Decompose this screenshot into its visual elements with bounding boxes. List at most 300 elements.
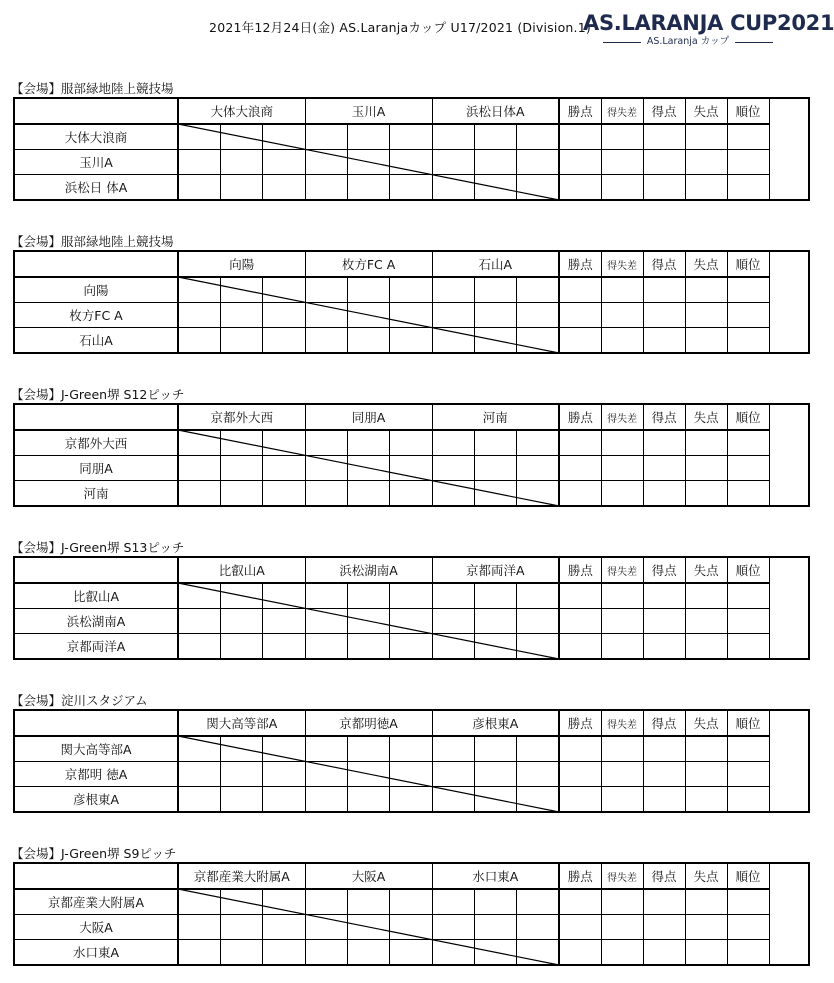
score-cell[interactable] [474, 150, 516, 175]
score-cell[interactable] [389, 124, 432, 150]
table-row [14, 456, 809, 481]
stat-cell[interactable] [601, 481, 643, 507]
table-row [14, 481, 809, 507]
stat-cell[interactable] [559, 150, 601, 175]
score-cell[interactable] [389, 634, 432, 660]
score-cell[interactable] [432, 277, 474, 303]
league-table [13, 862, 810, 966]
score-cell[interactable] [220, 787, 262, 813]
opponent-header: 石山A [432, 251, 559, 277]
score-cell[interactable] [262, 787, 305, 813]
stat-cell[interactable] [601, 277, 643, 303]
stat-cell[interactable] [643, 787, 685, 813]
score-cell[interactable] [389, 481, 432, 507]
score-cell[interactable] [474, 328, 516, 354]
score-cell[interactable] [262, 150, 305, 175]
score-cell[interactable] [262, 609, 305, 634]
logo-rule-right [735, 42, 773, 43]
score-cell[interactable] [474, 430, 516, 456]
stat-cell[interactable] [601, 736, 643, 762]
score-cell[interactable] [474, 303, 516, 328]
score-cell[interactable] [178, 430, 220, 456]
score-cell[interactable] [220, 481, 262, 507]
score-cell[interactable] [347, 430, 389, 456]
opponent-header: 水口東A [432, 863, 559, 889]
stat-cell[interactable] [601, 150, 643, 175]
score-cell[interactable] [262, 634, 305, 660]
stat-cell[interactable] [727, 456, 769, 481]
stat-cell[interactable] [727, 940, 769, 966]
wins-header: 勝点 [559, 404, 601, 430]
goals-for-header: 得点 [643, 557, 685, 583]
stat-cell[interactable] [559, 303, 601, 328]
score-cell[interactable] [220, 609, 262, 634]
stat-cell[interactable] [643, 634, 685, 660]
corner-cell [14, 863, 178, 889]
score-cell[interactable] [347, 762, 389, 787]
score-cell[interactable] [220, 150, 262, 175]
score-cell[interactable] [474, 787, 516, 813]
score-cell[interactable] [220, 736, 262, 762]
stat-cell[interactable] [685, 634, 727, 660]
score-cell[interactable] [347, 889, 389, 915]
score-cell[interactable] [262, 889, 305, 915]
score-cell[interactable] [178, 889, 220, 915]
stat-cell[interactable] [643, 583, 685, 609]
score-cell[interactable] [220, 889, 262, 915]
stat-cell[interactable] [685, 456, 727, 481]
score-cell[interactable] [178, 175, 220, 201]
goal-diff-header: 得失差 [601, 710, 643, 736]
stat-cell[interactable] [643, 762, 685, 787]
score-cell[interactable] [474, 736, 516, 762]
score-cell[interactable] [220, 762, 262, 787]
stat-cell[interactable] [727, 150, 769, 175]
score-cell[interactable] [305, 175, 347, 201]
score-cell[interactable] [262, 303, 305, 328]
corner-cell [14, 710, 178, 736]
stat-cell[interactable] [559, 762, 601, 787]
score-cell[interactable] [305, 456, 347, 481]
score-cell[interactable] [262, 124, 305, 150]
score-cell[interactable] [220, 430, 262, 456]
score-cell[interactable] [220, 634, 262, 660]
table-row [14, 430, 809, 456]
score-cell[interactable] [178, 915, 220, 940]
goals-for-header: 得点 [643, 98, 685, 124]
score-cell[interactable] [347, 634, 389, 660]
score-cell[interactable] [432, 328, 474, 354]
stat-cell[interactable] [601, 303, 643, 328]
stat-cell[interactable] [727, 915, 769, 940]
score-cell[interactable] [516, 609, 559, 634]
score-cell[interactable] [305, 583, 347, 609]
stat-cell[interactable] [727, 634, 769, 660]
score-cell[interactable] [347, 940, 389, 966]
stat-cell[interactable] [601, 328, 643, 354]
stat-cell[interactable] [643, 124, 685, 150]
goals-for-header: 得点 [643, 710, 685, 736]
score-cell[interactable] [516, 787, 559, 813]
wins-header: 勝点 [559, 98, 601, 124]
score-cell[interactable] [432, 940, 474, 966]
stat-cell[interactable] [559, 124, 601, 150]
score-cell[interactable] [516, 124, 559, 150]
score-cell[interactable] [220, 277, 262, 303]
score-cell[interactable] [516, 889, 559, 915]
score-cell[interactable] [220, 328, 262, 354]
score-cell[interactable] [474, 456, 516, 481]
score-cell[interactable] [516, 940, 559, 966]
stat-cell[interactable] [559, 277, 601, 303]
score-cell[interactable] [305, 430, 347, 456]
score-cell[interactable] [474, 175, 516, 201]
opponent-header: 彦根東A [432, 710, 559, 736]
score-cell[interactable] [389, 277, 432, 303]
score-cell[interactable] [389, 430, 432, 456]
stat-cell[interactable] [685, 762, 727, 787]
team-row-label: 浜松湖南A [14, 609, 178, 634]
table-row [14, 303, 809, 328]
stat-cell[interactable] [601, 609, 643, 634]
corner-cell [14, 557, 178, 583]
stat-cell[interactable] [559, 915, 601, 940]
score-cell[interactable] [305, 481, 347, 507]
table-row [14, 583, 809, 609]
score-cell[interactable] [389, 915, 432, 940]
rank-header: 順位 [727, 404, 769, 430]
score-cell[interactable] [262, 481, 305, 507]
stat-cell[interactable] [601, 787, 643, 813]
score-cell[interactable] [474, 634, 516, 660]
stat-cell[interactable] [685, 277, 727, 303]
score-cell[interactable] [305, 889, 347, 915]
stat-cell[interactable] [727, 609, 769, 634]
score-cell[interactable] [516, 634, 559, 660]
stat-cell[interactable] [643, 940, 685, 966]
score-cell[interactable] [432, 583, 474, 609]
table-header-row [14, 404, 809, 430]
score-cell[interactable] [178, 787, 220, 813]
score-cell[interactable] [389, 150, 432, 175]
score-cell[interactable] [305, 940, 347, 966]
stat-cell[interactable] [559, 583, 601, 609]
score-cell[interactable] [432, 430, 474, 456]
score-cell[interactable] [432, 736, 474, 762]
score-cell[interactable] [220, 940, 262, 966]
stat-cell[interactable] [685, 328, 727, 354]
stat-cell[interactable] [685, 889, 727, 915]
stat-cell[interactable] [601, 915, 643, 940]
rank-header: 順位 [727, 251, 769, 277]
score-cell[interactable] [178, 762, 220, 787]
stat-cell[interactable] [559, 940, 601, 966]
score-cell[interactable] [347, 456, 389, 481]
score-cell[interactable] [389, 303, 432, 328]
score-cell[interactable] [474, 481, 516, 507]
stat-cell[interactable] [643, 277, 685, 303]
score-cell[interactable] [262, 762, 305, 787]
score-cell[interactable] [389, 940, 432, 966]
score-cell[interactable] [432, 456, 474, 481]
score-cell[interactable] [305, 736, 347, 762]
opponent-header: 浜松湖南A [305, 557, 432, 583]
score-cell[interactable] [262, 736, 305, 762]
score-cell[interactable] [178, 456, 220, 481]
score-cell[interactable] [389, 175, 432, 201]
score-cell[interactable] [347, 736, 389, 762]
league-table [13, 403, 810, 507]
stat-cell[interactable] [559, 736, 601, 762]
score-cell[interactable] [347, 124, 389, 150]
score-cell[interactable] [347, 481, 389, 507]
stat-cell[interactable] [685, 150, 727, 175]
score-cell[interactable] [516, 277, 559, 303]
score-cell[interactable] [516, 762, 559, 787]
score-cell[interactable] [262, 277, 305, 303]
score-cell[interactable] [432, 303, 474, 328]
stat-cell[interactable] [643, 150, 685, 175]
score-cell[interactable] [178, 940, 220, 966]
score-cell[interactable] [432, 762, 474, 787]
score-cell[interactable] [305, 762, 347, 787]
stat-cell[interactable] [643, 430, 685, 456]
stat-cell[interactable] [685, 787, 727, 813]
stat-cell[interactable] [727, 124, 769, 150]
score-cell[interactable] [347, 303, 389, 328]
opponent-header: 関大高等部A [178, 710, 305, 736]
venue-label: 【会場】服部緑地陸上競技場 [11, 81, 174, 96]
stat-cell[interactable] [685, 609, 727, 634]
stat-cell[interactable] [727, 762, 769, 787]
score-cell[interactable] [305, 150, 347, 175]
stat-cell[interactable] [685, 175, 727, 201]
score-cell[interactable] [474, 940, 516, 966]
score-cell[interactable] [432, 915, 474, 940]
score-cell[interactable] [474, 762, 516, 787]
team-row-label: 京都明 徳A [14, 762, 178, 787]
score-cell[interactable] [178, 609, 220, 634]
stat-cell[interactable] [559, 328, 601, 354]
score-cell[interactable] [347, 328, 389, 354]
score-cell[interactable] [220, 124, 262, 150]
stat-cell[interactable] [643, 175, 685, 201]
score-cell[interactable] [178, 736, 220, 762]
score-cell[interactable] [305, 277, 347, 303]
score-cell[interactable] [516, 481, 559, 507]
score-cell[interactable] [389, 609, 432, 634]
score-cell[interactable] [262, 940, 305, 966]
score-cell[interactable] [432, 889, 474, 915]
stat-cell[interactable] [685, 583, 727, 609]
score-cell[interactable] [516, 583, 559, 609]
score-cell[interactable] [178, 634, 220, 660]
wins-header: 勝点 [559, 557, 601, 583]
stat-cell[interactable] [643, 328, 685, 354]
score-cell[interactable] [432, 175, 474, 201]
score-cell[interactable] [347, 277, 389, 303]
stat-cell[interactable] [643, 915, 685, 940]
stat-cell[interactable] [685, 430, 727, 456]
score-cell[interactable] [178, 481, 220, 507]
score-cell[interactable] [474, 915, 516, 940]
score-cell[interactable] [262, 175, 305, 201]
score-cell[interactable] [305, 787, 347, 813]
score-cell[interactable] [389, 736, 432, 762]
stat-cell[interactable] [643, 736, 685, 762]
corner-cell [14, 251, 178, 277]
score-cell[interactable] [347, 175, 389, 201]
stat-cell[interactable] [727, 481, 769, 507]
stat-cell[interactable] [559, 175, 601, 201]
stat-cell[interactable] [601, 634, 643, 660]
score-cell[interactable] [220, 915, 262, 940]
score-cell[interactable] [474, 583, 516, 609]
score-cell[interactable] [474, 124, 516, 150]
goals-against-header: 失点 [685, 710, 727, 736]
goal-diff-header: 得失差 [601, 404, 643, 430]
table-row [14, 277, 809, 303]
score-cell[interactable] [516, 328, 559, 354]
stat-cell[interactable] [643, 303, 685, 328]
venue-label: 【会場】淀川スタジアム [11, 693, 148, 708]
stat-cell[interactable] [559, 481, 601, 507]
logo-sub-text [583, 36, 793, 48]
stat-cell[interactable] [601, 940, 643, 966]
stat-cell[interactable] [685, 940, 727, 966]
score-cell[interactable] [178, 303, 220, 328]
stat-cell[interactable] [559, 456, 601, 481]
stat-cell[interactable] [601, 456, 643, 481]
score-cell[interactable] [347, 609, 389, 634]
score-cell[interactable] [305, 328, 347, 354]
score-cell[interactable] [220, 175, 262, 201]
stat-cell[interactable] [601, 762, 643, 787]
score-cell[interactable] [305, 915, 347, 940]
score-cell[interactable] [347, 150, 389, 175]
score-cell[interactable] [220, 303, 262, 328]
opponent-header: 大阪A [305, 863, 432, 889]
stat-cell[interactable] [643, 889, 685, 915]
rank-header: 順位 [727, 557, 769, 583]
stat-cell[interactable] [685, 481, 727, 507]
score-cell[interactable] [389, 787, 432, 813]
stat-cell[interactable] [685, 303, 727, 328]
stat-cell[interactable] [559, 889, 601, 915]
score-cell[interactable] [516, 430, 559, 456]
venue-label: 【会場】J-Green堺 S12ピッチ [11, 387, 185, 402]
table-row [14, 915, 809, 940]
score-cell[interactable] [516, 736, 559, 762]
stat-cell[interactable] [727, 175, 769, 201]
score-cell[interactable] [262, 915, 305, 940]
goals-against-header: 失点 [685, 251, 727, 277]
score-cell[interactable] [389, 762, 432, 787]
stat-cell[interactable] [643, 481, 685, 507]
score-cell[interactable] [389, 889, 432, 915]
stat-cell[interactable] [643, 609, 685, 634]
score-cell[interactable] [389, 456, 432, 481]
score-cell[interactable] [305, 124, 347, 150]
stat-cell[interactable] [601, 889, 643, 915]
stat-cell[interactable] [685, 736, 727, 762]
score-cell[interactable] [347, 583, 389, 609]
stat-cell[interactable] [643, 456, 685, 481]
score-cell[interactable] [516, 915, 559, 940]
score-cell[interactable] [220, 456, 262, 481]
stat-cell[interactable] [601, 583, 643, 609]
score-cell[interactable] [516, 303, 559, 328]
score-cell[interactable] [305, 609, 347, 634]
stat-cell[interactable] [559, 634, 601, 660]
stat-cell[interactable] [727, 787, 769, 813]
team-row-label: 向陽 [14, 277, 178, 303]
score-cell[interactable] [516, 175, 559, 201]
stat-cell[interactable] [727, 430, 769, 456]
score-cell[interactable] [432, 634, 474, 660]
stat-cell[interactable] [727, 736, 769, 762]
score-cell[interactable] [474, 609, 516, 634]
score-cell[interactable] [516, 456, 559, 481]
rank-header: 順位 [727, 710, 769, 736]
score-cell[interactable] [178, 328, 220, 354]
score-cell[interactable] [262, 456, 305, 481]
stat-cell[interactable] [601, 175, 643, 201]
score-cell[interactable] [262, 328, 305, 354]
score-cell[interactable] [347, 915, 389, 940]
score-cell[interactable] [389, 328, 432, 354]
score-cell[interactable] [262, 583, 305, 609]
stat-cell[interactable] [727, 303, 769, 328]
team-row-label: 石山A [14, 328, 178, 354]
stat-cell[interactable] [559, 609, 601, 634]
table-header-row [14, 710, 809, 736]
score-cell[interactable] [516, 150, 559, 175]
stat-cell[interactable] [559, 787, 601, 813]
stat-cell[interactable] [601, 124, 643, 150]
score-cell[interactable] [389, 583, 432, 609]
score-cell[interactable] [432, 481, 474, 507]
team-row-label: 大阪A [14, 915, 178, 940]
score-cell[interactable] [432, 150, 474, 175]
score-cell[interactable] [474, 277, 516, 303]
score-cell[interactable] [178, 124, 220, 150]
score-cell[interactable] [178, 583, 220, 609]
score-cell[interactable] [432, 609, 474, 634]
stat-cell[interactable] [727, 583, 769, 609]
score-cell[interactable] [178, 150, 220, 175]
score-cell[interactable] [305, 634, 347, 660]
score-cell[interactable] [305, 303, 347, 328]
stat-cell[interactable] [727, 328, 769, 354]
score-cell[interactable] [474, 889, 516, 915]
score-cell[interactable] [432, 124, 474, 150]
stat-cell[interactable] [559, 430, 601, 456]
stat-cell[interactable] [685, 915, 727, 940]
score-cell[interactable] [262, 430, 305, 456]
stat-cell[interactable] [685, 124, 727, 150]
score-cell[interactable] [432, 787, 474, 813]
stat-cell[interactable] [601, 430, 643, 456]
venue-label: 【会場】J-Green堺 S9ピッチ [11, 846, 177, 861]
score-cell[interactable] [178, 277, 220, 303]
stat-cell[interactable] [727, 277, 769, 303]
score-cell[interactable] [347, 787, 389, 813]
score-cell[interactable] [220, 583, 262, 609]
corner-cell [14, 404, 178, 430]
stat-cell[interactable] [727, 889, 769, 915]
table-header-row [14, 863, 809, 889]
